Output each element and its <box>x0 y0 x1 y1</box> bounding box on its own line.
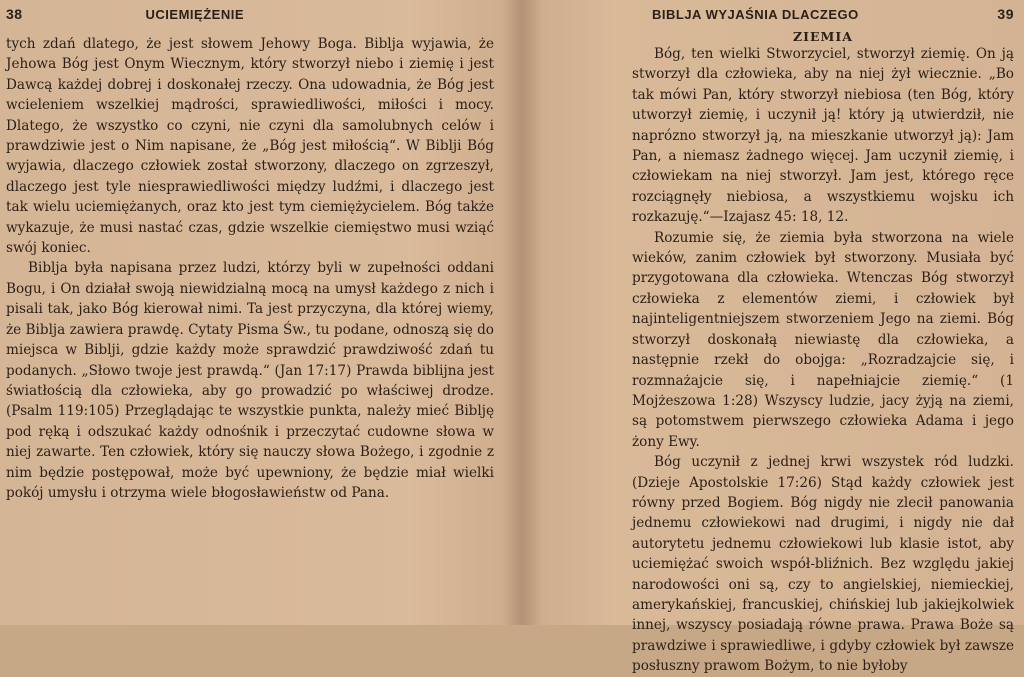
right-page <box>520 0 1024 675</box>
left-page-body <box>6 34 494 503</box>
paragraph: tych zdań dlatego, że jest słowem Jehowy Boga. Biblja wyjawia, że Jehowa Bóg jest Onym Wiecznym, który stworzył niebo i ziemię i jest Dawcą każdej dobrej i doskonałej rzeczy. Ona udowadnia, że Bóg jest wcieleniem wszelkiej mądrości, sprawiedliwości, miłości i mocy. Dlatego, że wszystko co czyni, nie czyni dla samolubnych celów i prawdziwie jest o Nim napisane, że „Bóg jest miłością“. W Biblji Bóg wyjawia, dlaczego człowiek został stworzony, dlaczego on zgrzeszył, dlaczego jest tyle niesprawiedliwości między ludźmi, i dlaczego jest tak wielu uciemiężanych, oraz kto jest tym ciemiężycielem. Bóg także wykazuje, że musi nastać czas, gdzie wszelkie ciemięstwo musi wziąć swój koniec. <box>6 36 494 257</box>
left-running-title: UCIEMIĘŻENIE <box>145 7 244 22</box>
paragraph: Rozumie się, że ziemia była stworzona na wiele wieków, zanim człowiek był stworzony. Musiała być przygotowana dla człowieka. Wtenczas Bóg stworzył człowieka z elementów ziemi, i człowiek był najinteligentniejszem stworzeniem Jego na ziemi. Bóg stworzył doskonałą niewiastę dla człowieka, a następnie rzekł do obojga: „Rozradzajcie się, i rozmnażajcie się, i napełniajcie ziemię.“ (1 Mojżeszowa 1:28) Wszyscy ludzie, jacy żyją na ziemi, są potomstwem pierwszego człowieka Adama i jego żony Ewy. <box>632 229 1014 450</box>
right-page-body <box>632 44 1014 677</box>
left-page <box>0 0 512 625</box>
right-page-number: 39 <box>997 6 1014 22</box>
left-page-number: 38 <box>6 6 23 22</box>
section-title: ZIEMIA <box>793 29 853 44</box>
paragraph: Bóg uczynił z jednej krwi wszystek ród ludzki. (Dzieje Apostolskie 17:26) Stąd każdy człowiek jest równy przed Bogiem. Bóg nigdy nie zlecił panowania jednemu człowiekowi nad drugimi, i nigdy nie dał autorytetu jednemu człowiekowi lub klasie istot, aby uciemiężać swoich współ-bliźnich. Bez względu jakiej narodowości oni są, czy to angielskiej, niemieckiej, amerykańskiej, francuskiej, chińskiej lub jakiejkolwiek innej, wszyscy posiadają równe prawa. Prawa Boże są prawdziwe i sprawiedliwe, i gdyby człowiek był zawsze posłuszny prawom Bożym, to nie byłoby <box>632 454 1014 675</box>
left-page-header <box>6 6 494 34</box>
paragraph: Biblja była napisana przez ludzi, którzy byli w zupełności oddani Bogu, i On działał swoją niewidzialną mocą na umysł każdego z nich i pisali tak, jako Bóg kierował nimi. Ta jest przyczyna, dla której wiemy, że Biblja zawiera prawdę. Cytaty Pisma Św., tu podane, odnoszą się do miejsca w Biblji, gdzie każdy może sprawdzić prawdziwość zdań tu podanych. „Słowo twoje jest prawdą.“ (Jan 17:17) Prawda biblijna jest światłością dla człowieka, aby go prowadzić po właściwej drodze. (Psalm 119:105) Przeglądając te wszystkie punkta, należy mieć Biblję pod ręką i odszukać każdy odnośnik i przeczytać cudowne słowa w niej zawarte. Ten człowiek, który się nauczy słowa Bożego, i zgodnie z nim będzie postępował, może być upewniony, że będzie miał wielki pokój umysłu i otrzyma wiele błogosławieństw od Pana. <box>6 260 494 501</box>
paragraph: Bóg, ten wielki Stworzyciel, stworzył ziemię. On ją stworzył dla człowieka, aby na niej żył wiecznie. „Bo tak mówi Pan, który stworzył niebiosa (ten Bóg, który utworzył ziemię, i uczynił ją! który ją utwierdził, nie naprózno stworzył ją, na mieszkanie utworzył ją): Jam Pan, a niemasz żadnego więcej. Jam uczynił ziemię, i człowiekam na niej stworzył. Jam jest, którego ręce rozciągnęły niebiosa, a wszystkiemu wojsku ich rozkazuję.“—Izajasz 45: 18, 12. <box>632 46 1014 226</box>
right-running-title: BIBLJA WYJAŚNIA DLACZEGO <box>652 7 859 22</box>
